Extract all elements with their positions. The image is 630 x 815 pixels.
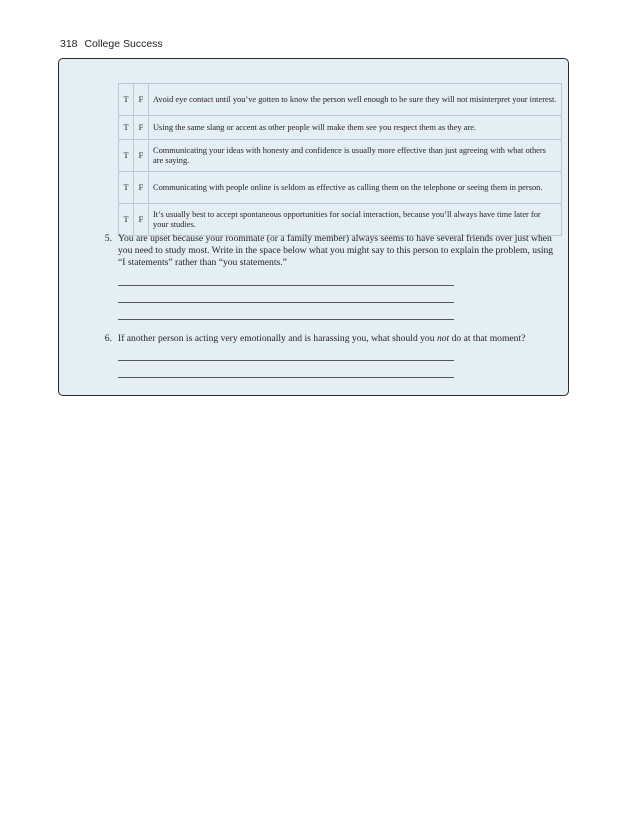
true-option[interactable]: T [119, 204, 134, 236]
answer-line[interactable] [118, 360, 454, 361]
book-title: College Success [84, 38, 163, 50]
exercise-box [58, 58, 569, 396]
false-option[interactable]: F [134, 204, 149, 236]
table-row [119, 204, 562, 236]
statement-text: It’s usually best to accept spontaneous opportunities for social interaction, because you’ll always have time later for your studies. [149, 204, 562, 236]
page-header [60, 38, 163, 50]
question-text-part: do at that moment? [449, 333, 526, 344]
question-number: 5. [104, 233, 112, 244]
false-option[interactable]: F [134, 84, 149, 116]
page-number: 318 [60, 38, 78, 50]
true-option[interactable]: T [119, 172, 134, 204]
table-row [119, 116, 562, 140]
question-emphasis: not [436, 333, 450, 344]
true-option[interactable]: T [119, 84, 134, 116]
statement-text: Avoid eye contact until you’ve gotten to know the person well enough to be sure they will not misinterpret your interest. [149, 84, 562, 116]
table-row [119, 140, 562, 172]
table-row [119, 84, 562, 116]
answer-line[interactable] [118, 302, 454, 303]
question-number: 6. [104, 333, 112, 344]
answer-line[interactable] [118, 377, 454, 378]
question-text: You are upset because your roommate (or a family member) always seems to have several friends over just when you need to study most. Write in the space below what you might say to this person to explain the problem, using “I statements” rather than “you statements.” [118, 233, 554, 268]
table-row [119, 172, 562, 204]
false-option[interactable]: F [134, 116, 149, 140]
false-option[interactable]: F [134, 172, 149, 204]
question-text-part: If another person is acting very emotionally and is harassing you, what should you [118, 333, 437, 344]
statement-text: Using the same slang or accent as other people will make them see you respect them as they are. [149, 116, 562, 140]
true-false-table [118, 83, 562, 236]
answer-line[interactable] [118, 285, 454, 286]
answer-line[interactable] [118, 319, 454, 320]
statement-text: Communicating with people online is seldom as effective as calling them on the telephone or seeing them in person. [149, 172, 562, 204]
false-option[interactable]: F [134, 140, 149, 172]
statement-text: Communicating your ideas with honesty and confidence is usually more effective than just agreeing with what others are saying. [149, 140, 562, 172]
true-option[interactable]: T [119, 140, 134, 172]
true-option[interactable]: T [119, 116, 134, 140]
question-text [118, 333, 560, 345]
